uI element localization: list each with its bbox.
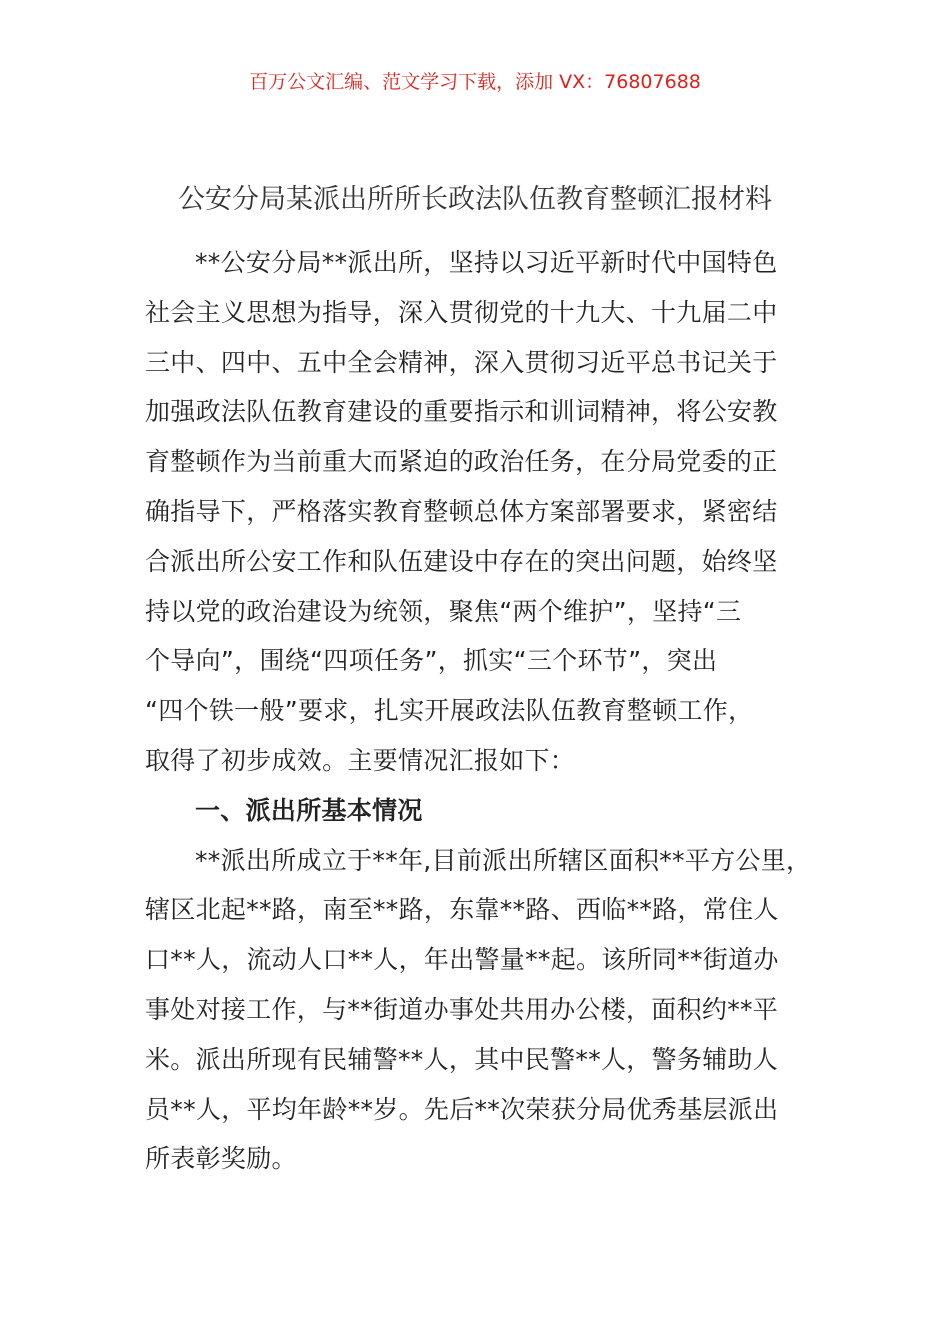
text-line: 辖区北起**路，南至**路，东靠**路、西临**路，常住人 xyxy=(145,895,779,925)
text-line: 合派出所公安工作和队伍建设中存在的突出问题，始终坚 xyxy=(145,546,778,576)
section-heading: 一、派出所基本情况 xyxy=(195,795,423,825)
paragraph-basic-info xyxy=(145,841,810,1190)
text-line: 育整顿作为当前重大而紧迫的政治任务，在分局党委的正 xyxy=(145,447,778,477)
document-title: 公安分局某派出所所长政法队伍教育整顿汇报材料 xyxy=(178,184,772,215)
text-line: 持以党的政治建设为统领，聚焦“两个维护”，坚持“三 xyxy=(145,596,742,626)
text-line: “四个铁一般”要求，扎实开展政法队伍教育整顿工作， xyxy=(145,696,754,726)
text-line: 所表彰奖励。 xyxy=(145,1144,297,1174)
text-line: 口**人，流动人口**人，年出警量**起。该所同**街道办 xyxy=(145,945,779,975)
text-line: **公安分局**派出所，坚持以习近平新时代中国特色 xyxy=(195,248,778,277)
text-line: 米。派出所现有民辅警**人，其中民警**人，警务辅助人 xyxy=(145,1044,779,1074)
text-line: 三中、四中、五中全会精神，深入贯彻习近平总书记关于 xyxy=(145,347,778,377)
text-line: 个导向”，围绕“四项任务”，抓实“三个环节”，突出 xyxy=(145,646,718,676)
text-line: 取得了初步成效。主要情况汇报如下： xyxy=(145,745,576,775)
text-line: 确指导下，严格落实教育整顿总体方案部署要求，紧密结 xyxy=(145,496,778,526)
text-line: **派出所成立于**年,目前派出所辖区面积**平方公里， xyxy=(195,845,812,875)
text-line: 员**人，平均年龄**岁。先后**次荣获分局优秀基层派出 xyxy=(145,1094,779,1124)
text-line: 事处对接工作，与**街道办事处共用办公楼，面积约**平 xyxy=(145,994,779,1024)
document-body xyxy=(145,243,810,1189)
text-line: 加强政法队伍教育建设的重要指示和训词精神，将公安教 xyxy=(145,397,778,427)
text-line: 社会主义思想为指导，深入贯彻党的十九大、十九届二中 xyxy=(145,297,778,327)
watermark-header: 百万公文汇编、范文学习下载，添加 VX：76807688 xyxy=(249,71,701,93)
paragraph-intro xyxy=(145,243,810,791)
